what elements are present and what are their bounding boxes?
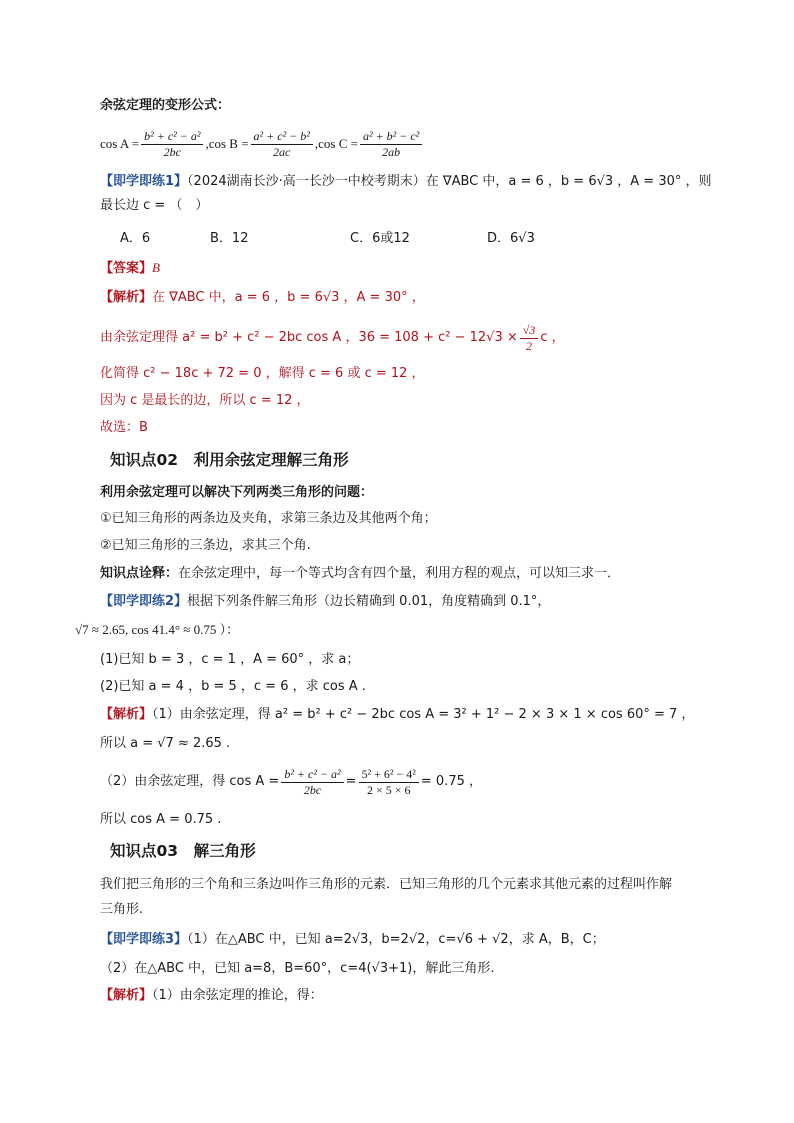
- exercise-2-question-line1: [100, 592, 550, 612]
- analysis-text-2b: c ，: [540, 330, 565, 345]
- analysis-tag-3: 【解析】: [100, 988, 153, 1003]
- exercise-1-question-line2: 最长边 c = （ ）: [100, 198, 209, 213]
- exercise-2-analysis-line2: 所以 a = √7 ≈ 2.65 .: [100, 736, 231, 751]
- analysis-tag-2: 【解析】: [100, 707, 153, 722]
- fraction-numerator: √3: [520, 323, 539, 339]
- exercise-2-analysis-line4: 所以 cos A = 0.75 .: [100, 812, 222, 827]
- exercise-2-analysis-line1: [100, 705, 694, 725]
- exercise-1-analysis-line5: 故选：B: [100, 420, 148, 435]
- exercise-2-sub1: (1)已知 b = 3 ，c = 1 ，A = 60° ，求 a；: [100, 652, 360, 667]
- kp03-para-line1: 我们把三角形的三个角和三条边叫作三角形的元素．已知三角形的几个元素求其他元素的过程叫作解: [100, 877, 673, 892]
- exercise-1-analysis-line3: 化简得 c² − 18c + 72 = 0 ，解得 c = 6 或 c = 12 ，: [100, 366, 425, 381]
- exercise-2-text: 根据下列条件解三角形（边长精确到 0.01，角度精确到 0.1°，: [187, 594, 551, 609]
- cosA-fraction-2: [281, 767, 343, 798]
- cosB-numerator: a² + c² − b²: [251, 129, 313, 145]
- fraction-denominator-2a: 2bc: [303, 782, 322, 797]
- note-text: 在余弦定理中，每一个等式均含有四个量，利用方程的观点，可以知三求一．: [178, 566, 621, 581]
- equals-sign: =: [345, 774, 357, 789]
- analysis-text-2a: 由余弦定理得 a² = b² + c² − 2bc cos A ，36 = 108 + c² − 12√3 ×: [100, 330, 518, 345]
- kp02-intro: 利用余弦定理可以解决下列两类三角形的问题：: [100, 485, 374, 500]
- heading-kp02: 知识点02 利用余弦定理解三角形: [110, 451, 349, 469]
- analysis-2-text-3-post: = 0.75 ，: [420, 774, 482, 789]
- kp02-item2: ②已知三角形的三条边，求其三个角.: [100, 538, 311, 553]
- fraction-numerator-2b: 5² + 6² − 4²: [359, 767, 419, 783]
- note-tag: 知识点诠释：: [100, 566, 179, 581]
- exercise-1-analysis-line1: [100, 288, 425, 308]
- cosC-denominator: 2ab: [382, 144, 401, 159]
- section-title-cos-variant: 余弦定理的变形公式：: [100, 98, 231, 113]
- sqrt3-over-2-fraction: [520, 323, 539, 354]
- analysis-3-text-1: （1）由余弦定理的推论，得：: [152, 988, 323, 1003]
- kp03-para-line2: 三角形.: [100, 902, 144, 917]
- cosB-fraction: [251, 129, 313, 160]
- exercise-1-answer: [100, 258, 160, 279]
- option-d: D．6√3: [487, 231, 535, 246]
- analysis-2-text-1: （1）由余弦定理，得 a² = b² + c² − 2bc cos A = 3² + 1² − 2 × 3 × 1 × cos 60° = 7 ，: [152, 707, 695, 722]
- cosA-numerator: b² + c² − a²: [141, 129, 203, 145]
- exercise-3-question-line2: （2）在△ABC 中，已知 a=8，B=60°，c=4(√3+1)，解此三角形.: [100, 961, 495, 976]
- heading-kp03: 知识点03 解三角形: [110, 842, 256, 860]
- cosB-lhs: ,cos B =: [205, 136, 249, 151]
- cos-variant-formula: [100, 124, 424, 164]
- analysis-tag: 【解析】: [100, 290, 153, 305]
- kp02-item1: ①已知三角形的两条边及夹角，求第三条边及其他两个角；: [100, 511, 437, 526]
- exercise-1-analysis-line2: [100, 318, 565, 358]
- option-c: C．6或12: [350, 231, 410, 246]
- fraction-denominator-2b: 2 × 5 × 6: [366, 782, 411, 797]
- fraction-numerator-2a: b² + c² − a²: [281, 767, 343, 783]
- option-b: B．12: [210, 231, 249, 246]
- exercise-1-question-line1: [100, 172, 712, 192]
- exercise-2-question-line2: √7 ≈ 2.65, cos 41.4° ≈ 0.75 ）：: [75, 622, 240, 637]
- exercise-1-analysis-line4: 因为 c 是最长的边，所以 c = 12 ，: [100, 393, 310, 408]
- numeric-fraction: [359, 767, 419, 798]
- kp02-note: [100, 564, 620, 584]
- answer-tag: 【答案】: [100, 261, 153, 276]
- cosC-fraction: [360, 129, 422, 160]
- cosA-lhs: cos A =: [100, 136, 140, 151]
- cosC-numerator: a² + b² − c²: [360, 129, 422, 145]
- exercise-2-tag: 【即学即练2】: [100, 594, 188, 609]
- answer-value: B: [152, 260, 160, 275]
- exercise-3-text-1: （1）在△ABC 中，已知 a=2√3，b=2√2，c=√6 + √2，求 A，B，C；: [187, 932, 605, 947]
- exercise-3-analysis-line1: [100, 986, 323, 1006]
- exercise-2-analysis-line3: [100, 762, 482, 802]
- cosC-lhs: ,cos C =: [314, 136, 358, 151]
- option-a: A．6: [120, 231, 151, 246]
- cosB-denominator: 2ac: [273, 144, 291, 159]
- analysis-2-text-3-pre: （2）由余弦定理，得 cos A =: [100, 774, 280, 789]
- exercise-1-text: （2024湖南长沙·高一长沙一中校考期末）在 ∇ABC 中，a = 6 ，b = 6√3 ，A = 30° ，则: [187, 174, 712, 189]
- exercise-3-tag: 【即学即练3】: [100, 932, 188, 947]
- exercise-3-question-line1: [100, 930, 605, 950]
- analysis-text-1: 在 ∇ABC 中，a = 6 ，b = 6√3 ，A = 30° ，: [152, 290, 425, 305]
- fraction-denominator: 2: [526, 338, 533, 353]
- exercise-2-sub2: (2)已知 a = 4 ，b = 5 ，c = 6 ，求 cos A .: [100, 679, 366, 694]
- cosA-fraction: [141, 129, 203, 160]
- cosA-denominator: 2bc: [163, 144, 181, 159]
- exercise-1-tag: 【即学即练1】: [100, 174, 188, 189]
